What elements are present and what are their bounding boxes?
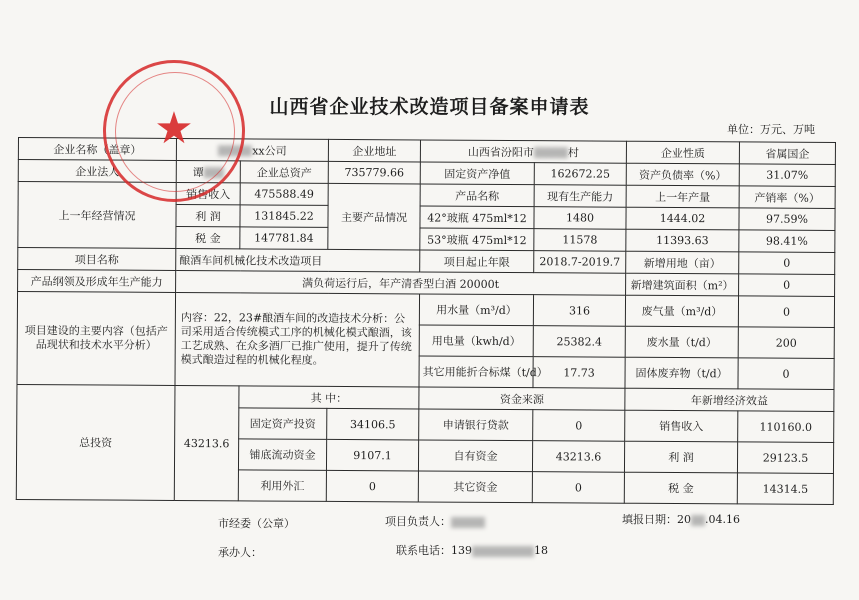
- product-name: 53°玻瓶 475ml*12: [420, 228, 534, 251]
- fixed-assets-value: 162672.25: [534, 163, 626, 186]
- star-icon: ★: [154, 103, 194, 154]
- power-value: 25382.4: [533, 326, 625, 358]
- project-name-label: 项目名称: [18, 248, 176, 271]
- commission-seal-label: 市经委（公章）: [218, 517, 295, 530]
- total-assets-value: 735779.66: [328, 161, 420, 184]
- redacted-mark: [534, 147, 568, 158]
- fixed-investment-label: 固定资产投资: [239, 408, 327, 440]
- benefit-tax-value: 14314.5: [737, 473, 833, 505]
- legal-person-value: 谭: [176, 160, 240, 182]
- product-capacity: 11578: [534, 229, 626, 252]
- company-name-value: xx公司: [176, 138, 328, 161]
- col-product-name: 产品名称: [420, 184, 534, 207]
- col-output: 上一年产量: [626, 185, 739, 208]
- legal-person-label: 企业法人: [18, 160, 176, 183]
- solid-waste-label: 固体废弃物（t/d）: [625, 357, 738, 389]
- bank-loan-label: 申请银行贷款: [419, 409, 533, 441]
- new-land-value: 0: [739, 252, 835, 275]
- table-row: [17, 292, 834, 328]
- debt-ratio-label: 资产负债率（%）: [626, 163, 739, 186]
- profit-value: 131845.22: [240, 205, 328, 228]
- profit-label: 利 润: [176, 204, 240, 226]
- company-nature-value: 省属国企: [739, 142, 835, 165]
- fixed-assets-label: 固定资产净值: [420, 162, 534, 185]
- redacted-mark: [472, 546, 534, 557]
- project-name-value: 酿酒车间机械化技术改造项目: [176, 248, 420, 271]
- redacted-mark: [691, 515, 705, 526]
- redacted-mark: [451, 517, 485, 528]
- waste-gas-value: 0: [738, 296, 834, 328]
- new-land-label: 新增用地（亩）: [626, 251, 739, 274]
- main-products-label: 主要产品情况: [328, 183, 420, 250]
- total-investment-value: 43213.6: [174, 385, 239, 500]
- forex-value: 0: [326, 470, 418, 502]
- water-value: 316: [533, 295, 625, 327]
- application-form-table: [16, 137, 836, 505]
- liquid-fund-value: 9107.1: [326, 439, 418, 471]
- project-period-value: 2018.7-2019.7: [534, 251, 626, 274]
- product-capacity: 1480: [534, 207, 626, 230]
- product-name: 42°玻瓶 475ml*12: [420, 206, 534, 229]
- tax-value: 147781.84: [240, 227, 328, 250]
- company-nature-label: 企业性质: [626, 141, 739, 164]
- product-sales-rate: 98.41%: [739, 230, 835, 253]
- new-building-value: 0: [739, 274, 835, 297]
- debt-ratio-value: 31.07%: [739, 164, 835, 187]
- product-output: 11393.63: [626, 229, 739, 252]
- project-lead-field: 项目负责人：: [385, 513, 485, 529]
- waste-water-label: 废水量（t/d）: [625, 326, 738, 358]
- benefit-profit-label: 利 润: [624, 441, 737, 473]
- project-content-label: 项目建设的主要内容（包括产品现状和技术水平分析）: [17, 292, 176, 386]
- redacted-mark: [218, 145, 252, 156]
- product-sales-rate: 97.59%: [739, 208, 835, 231]
- water-label: 用水量（m³/d）: [419, 294, 533, 326]
- company-name-label: 企业名称（盖章）: [18, 138, 176, 161]
- capacity-value: 满负荷运行后，年产清香型白酒 20000t: [176, 270, 626, 295]
- benefit-sales-label: 销售收入: [625, 410, 738, 442]
- project-content-text: 内容：22，23#酿酒车间的改造技术分析：公司采用适合传统模式工序的机械化模式酿酒，该工艺成熟、在众多酒厂已推广使用，提升了传统模式酿造过程的机械化程度。: [175, 292, 420, 386]
- table-row: [17, 384, 834, 411]
- benefit-tax-label: 税 金: [624, 472, 737, 504]
- unit-note: 单位：万元、万吨: [727, 123, 815, 136]
- new-building-label: 新增建筑面积（m²）: [626, 273, 739, 296]
- tax-label: 税 金: [176, 226, 240, 248]
- redacted-mark: [204, 167, 224, 178]
- form-title: 山西省企业技术改造项目备案申请表: [269, 96, 590, 118]
- coal-label: 其它用能折合标煤（t/d）: [419, 356, 533, 388]
- fund-source-header: 资金来源: [419, 387, 625, 410]
- other-fund-value: 0: [532, 472, 624, 504]
- prev-year-label: 上一年经营情况: [18, 182, 176, 249]
- capacity-label: 产品纲领及形成年生产能力: [18, 270, 176, 293]
- fixed-investment-value: 34106.5: [327, 408, 419, 440]
- bank-loan-value: 0: [533, 410, 625, 442]
- total-investment-label: 总投资: [16, 384, 175, 500]
- own-fund-label: 自有资金: [418, 440, 532, 472]
- project-period-label: 项目起止年限: [420, 250, 534, 273]
- liquid-fund-label: 铺底流动资金: [238, 439, 326, 471]
- benefit-sales-value: 110160.0: [738, 411, 834, 443]
- economic-benefit-header: 年新增经济效益: [625, 388, 834, 411]
- company-address-value: 山西省汾阳市 村: [420, 140, 626, 163]
- forex-label: 利用外汇: [238, 470, 326, 502]
- solid-waste-value: 0: [738, 358, 834, 390]
- fill-date-field: 填报日期：20 .04.16: [622, 513, 740, 526]
- product-output: 1444.02: [626, 207, 739, 230]
- company-address-label: 企业地址: [328, 139, 420, 162]
- sales-label: 销售收入: [176, 182, 240, 204]
- col-capacity: 现有生产能力: [534, 185, 626, 208]
- waste-water-value: 200: [738, 327, 834, 359]
- of-which-header: 其 中：: [239, 386, 419, 409]
- table-row: [18, 182, 835, 209]
- col-sales-rate: 产销率（%）: [739, 186, 835, 209]
- total-assets-label: 企业总资产: [240, 161, 328, 184]
- sales-value: 475588.49: [240, 183, 328, 206]
- phone-field: 联系电话：139 18: [396, 544, 548, 557]
- handler-label: 承办人：: [218, 546, 262, 559]
- benefit-profit-value: 29123.5: [737, 442, 833, 474]
- waste-gas-label: 废气量（m³/d）: [625, 295, 738, 327]
- power-label: 用电量（kwh/d）: [419, 325, 533, 357]
- own-fund-value: 43213.6: [532, 441, 624, 473]
- other-fund-label: 其它资金: [418, 471, 532, 503]
- coal-value: 17.73: [533, 357, 625, 389]
